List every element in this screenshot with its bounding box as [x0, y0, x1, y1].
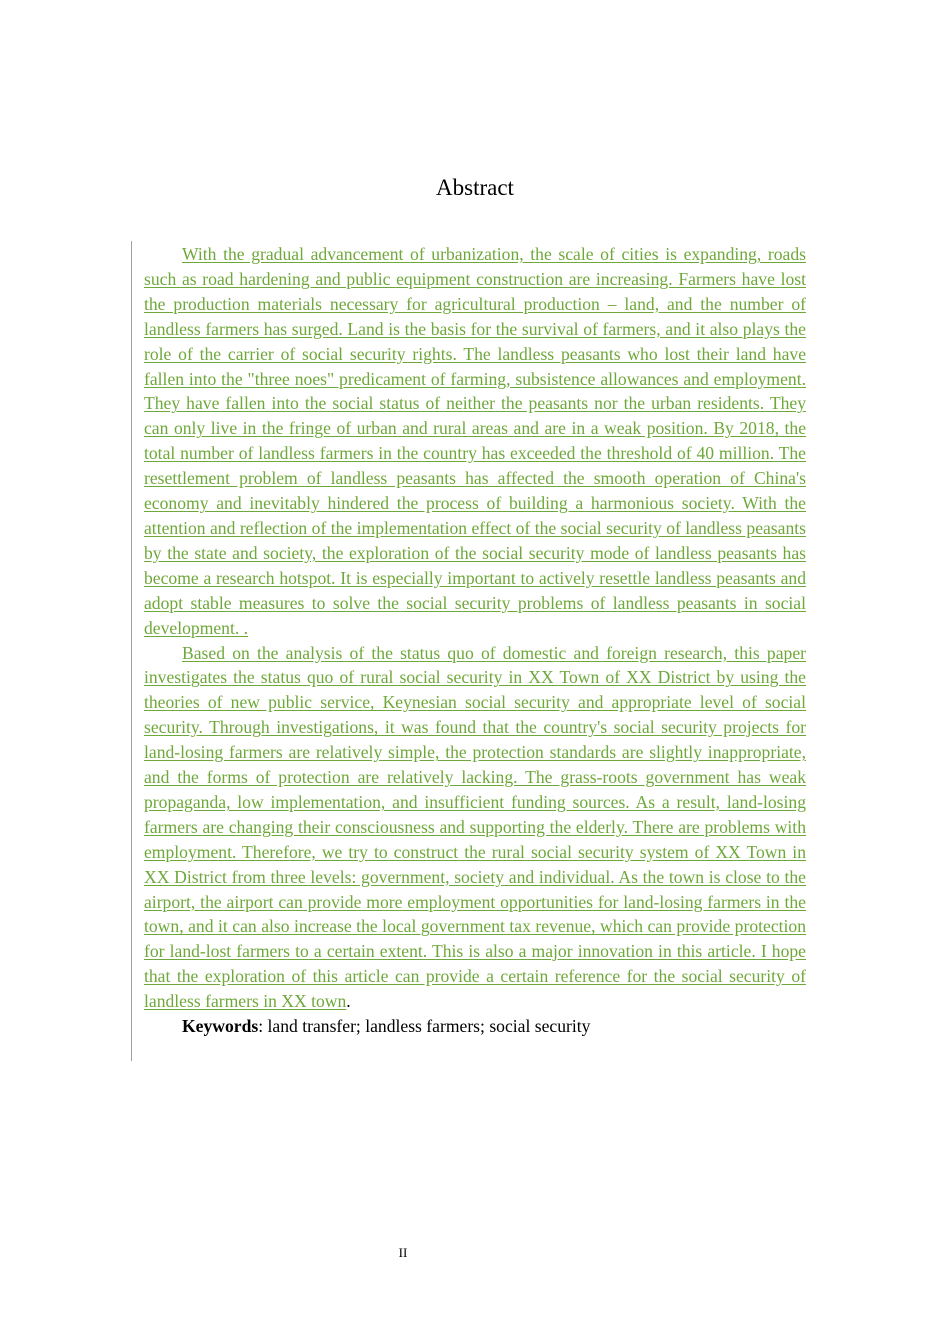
- page-number: II: [398, 1245, 408, 1260]
- abstract-paragraph-2: [144, 641, 806, 1015]
- abstract-paragraph-1: [144, 242, 806, 641]
- keywords-line: [144, 1014, 806, 1039]
- tracked-insertion: With the gradual advancement of urbanization, the scale of cities is expanding, roads such as road hardening and public equipment construction are increasing. Farmers have lost the production materials necessary for agricultural production – land, and the number of landless farmers has surged. Land is the basis for the survival of farmers, and it also plays the role of the carrier of social security rights. The landless peasants who lost their land have fallen into the "three noes" predicament of farming, subsistence allowances and employment. They have fallen into the social status of neither the peasants nor the urban residents. They can only live in the fringe of urban and rural areas and are in a weak position. By 2018, the total number of landless farmers in the country has exceeded the threshold of 40 million. The resettlement problem of landless peasants has affected the smooth operation of China's economy and inevitably hindered the process of building a harmonious society. With the attention and reflection of the implementation effect of the social security of landless peasants by the state and society, the exploration of the social security mode of landless peasants has become a research hotspot. It is especially important to actively resettle landless peasants and adopt stable measures to solve the social security problems of landless peasants in social development. .: [144, 244, 806, 638]
- keywords-label: Keywords: [182, 1016, 259, 1037]
- page-title: Abstract: [436, 175, 514, 200]
- paragraph-end-period: .: [346, 991, 351, 1012]
- keywords-text: : land transfer; landless farmers; social security: [258, 1016, 591, 1037]
- abstract-body: [144, 242, 806, 1039]
- revision-change-bar: [131, 241, 132, 1061]
- tracked-insertion: Based on the analysis of the status quo of domestic and foreign research, this paper investigates the status quo of rural social security in XX Town of XX District by using the theories of new public service, Keynesian social security and appropriate level of social security. Through investigations, it was found that the country's social security projects for land-losing farmers are relatively simple, the protection standards are slightly inappropriate, and the forms of protection are relatively lacking. The grass-roots government has weak propaganda, low implementation, and insufficient funding sources. As a result, land-losing farmers are changing their consciousness and supporting the elderly. There are problems with employment. Therefore, we try to construct the rural social security system of XX Town in XX District from three levels: government, society and individual. As the town is close to the airport, the airport can provide more employment opportunities for land-losing farmers in the town, and it can also increase the local government tax revenue, which can provide protection for land-lost farmers to a certain extent. This is also a major innovation in this article. I hope that the exploration of this article can provide a certain reference for the social security of landless farmers in XX town: [144, 642, 806, 1012]
